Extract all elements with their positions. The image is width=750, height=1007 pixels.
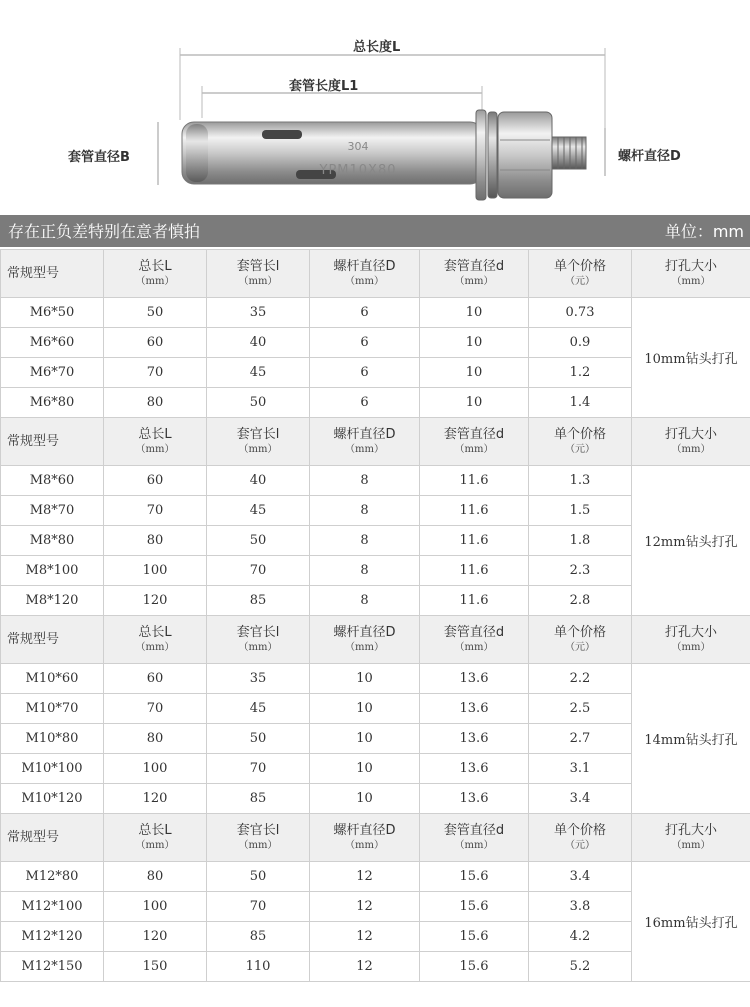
header-sleeve-length xyxy=(207,814,310,862)
cell-unit-price: 3.8 xyxy=(529,892,632,922)
header-total-length xyxy=(104,418,207,466)
header-rod-diameter xyxy=(310,616,420,664)
table-header-row xyxy=(1,250,750,298)
cell-model: M8*80 xyxy=(1,526,104,556)
cell-unit-price: 1.3 xyxy=(529,466,632,496)
header-label: 螺杆直径D xyxy=(333,258,396,274)
header-drill-size xyxy=(632,418,750,466)
cell-sleeve-length: 50 xyxy=(207,388,310,418)
header-unit: （mm） xyxy=(135,839,175,851)
cell-model: M12*150 xyxy=(1,952,104,982)
header-unit-price xyxy=(529,250,632,298)
header-model xyxy=(1,418,104,466)
cell-sleeve-length: 70 xyxy=(207,892,310,922)
header-unit: （mm） xyxy=(238,641,278,653)
cell-unit-price: 0.9 xyxy=(529,328,632,358)
cell-sleeve-diameter: 11.6 xyxy=(420,526,529,556)
header-unit: （mm） xyxy=(135,641,175,653)
cell-rod-diameter: 10 xyxy=(310,754,420,784)
header-label: 套官长l xyxy=(236,426,280,442)
header-unit: （mm） xyxy=(135,275,175,287)
header-unit: （mm） xyxy=(671,443,711,455)
cell-total-length: 120 xyxy=(104,784,207,814)
cell-unit-price: 2.5 xyxy=(529,694,632,724)
header-label: 螺杆直径D xyxy=(333,624,396,640)
header-label: 单个价格 xyxy=(553,822,606,838)
header-sleeve-diameter xyxy=(420,616,529,664)
header-label: 常规型号 xyxy=(7,830,60,845)
cell-rod-diameter: 6 xyxy=(310,358,420,388)
cell-rod-diameter: 10 xyxy=(310,784,420,814)
cell-rod-diameter: 8 xyxy=(310,496,420,526)
header-label: 套管直径d xyxy=(443,258,505,274)
header-label: 常规型号 xyxy=(7,434,60,449)
cell-sleeve-length: 45 xyxy=(207,496,310,526)
header-unit: （元） xyxy=(565,275,595,287)
tolerance-note: 存在正负差特别在意者慎拍 xyxy=(8,222,201,241)
cell-total-length: 120 xyxy=(104,586,207,616)
header-label: 常规型号 xyxy=(7,266,60,281)
cell-rod-diameter: 12 xyxy=(310,922,420,952)
cell-sleeve-diameter: 15.6 xyxy=(420,892,529,922)
cell-unit-price: 4.2 xyxy=(529,922,632,952)
cell-sleeve-diameter: 15.6 xyxy=(420,922,529,952)
cell-sleeve-length: 70 xyxy=(207,754,310,784)
header-label: 套管长l xyxy=(236,258,280,274)
cell-unit-price: 3.4 xyxy=(529,784,632,814)
header-label: 套官长l xyxy=(236,822,280,838)
table-header-row xyxy=(1,616,750,664)
cell-sleeve-diameter: 10 xyxy=(420,388,529,418)
cell-sleeve-length: 45 xyxy=(207,694,310,724)
cell-unit-price: 5.2 xyxy=(529,952,632,982)
cell-rod-diameter: 12 xyxy=(310,952,420,982)
cell-unit-price: 1.4 xyxy=(529,388,632,418)
cell-total-length: 60 xyxy=(104,328,207,358)
cell-sleeve-diameter: 10 xyxy=(420,298,529,328)
header-label: 打孔大小 xyxy=(664,822,717,838)
cell-model: M6*70 xyxy=(1,358,104,388)
table-row xyxy=(1,466,750,496)
header-unit: （mm） xyxy=(345,443,384,455)
cell-rod-diameter: 12 xyxy=(310,862,420,892)
header-drill-size xyxy=(632,814,750,862)
unit-label: 单位：mm xyxy=(664,222,744,241)
cell-model: M8*70 xyxy=(1,496,104,526)
cell-sleeve-diameter: 10 xyxy=(420,328,529,358)
header-label: 总长L xyxy=(138,822,172,838)
cell-total-length: 70 xyxy=(104,358,207,388)
header-label: 套官长l xyxy=(236,624,280,640)
header-unit: （mm） xyxy=(238,443,278,455)
header-rod-diameter xyxy=(310,814,420,862)
header-model xyxy=(1,814,104,862)
header-unit: （mm） xyxy=(345,641,384,653)
cell-rod-diameter: 6 xyxy=(310,298,420,328)
total-length-label: 总长度L xyxy=(353,40,401,55)
cell-total-length: 60 xyxy=(104,664,207,694)
washer-shape xyxy=(476,110,486,200)
cell-sleeve-length: 35 xyxy=(207,664,310,694)
table-row xyxy=(1,664,750,694)
cell-unit-price: 0.73 xyxy=(529,298,632,328)
rod-diameter-label: 螺杆直径D xyxy=(618,149,681,164)
header-rod-diameter xyxy=(310,418,420,466)
header-unit: （mm） xyxy=(238,275,278,287)
header-unit-price xyxy=(529,418,632,466)
cell-total-length: 100 xyxy=(104,556,207,586)
sleeve-length-label: 套管长度L1 xyxy=(289,79,359,94)
cell-total-length: 80 xyxy=(104,862,207,892)
cell-model: M12*120 xyxy=(1,922,104,952)
cell-total-length: 100 xyxy=(104,892,207,922)
cell-model: M10*60 xyxy=(1,664,104,694)
cell-unit-price: 1.2 xyxy=(529,358,632,388)
table-header-row xyxy=(1,418,750,466)
header-unit: （mm） xyxy=(671,641,711,653)
header-label: 常规型号 xyxy=(7,632,60,647)
header-unit: （mm） xyxy=(454,839,494,851)
spec-table xyxy=(0,249,750,982)
cell-sleeve-length: 85 xyxy=(207,586,310,616)
cell-total-length: 70 xyxy=(104,496,207,526)
cell-model: M8*100 xyxy=(1,556,104,586)
cell-model: M10*70 xyxy=(1,694,104,724)
table-row xyxy=(1,862,750,892)
cell-total-length: 80 xyxy=(104,526,207,556)
cell-drill-size: 12mm钻头打孔 xyxy=(632,466,750,616)
cell-rod-diameter: 12 xyxy=(310,892,420,922)
header-unit: （元） xyxy=(565,839,595,851)
cell-sleeve-length: 35 xyxy=(207,298,310,328)
header-unit: （mm） xyxy=(238,839,278,851)
cell-sleeve-diameter: 15.6 xyxy=(420,952,529,982)
cell-sleeve-length: 50 xyxy=(207,724,310,754)
header-rod-diameter xyxy=(310,250,420,298)
cell-model: M6*60 xyxy=(1,328,104,358)
product-diagram xyxy=(0,0,750,215)
cell-sleeve-diameter: 13.6 xyxy=(420,664,529,694)
header-unit: （mm） xyxy=(345,839,384,851)
cell-rod-diameter: 8 xyxy=(310,466,420,496)
header-model xyxy=(1,250,104,298)
cell-sleeve-diameter: 11.6 xyxy=(420,556,529,586)
expansion-bolt-illustration xyxy=(0,0,750,215)
header-unit: （mm） xyxy=(454,641,494,653)
cell-sleeve-length: 85 xyxy=(207,922,310,952)
cell-sleeve-diameter: 13.6 xyxy=(420,694,529,724)
cell-drill-size: 14mm钻头打孔 xyxy=(632,664,750,814)
header-unit: （mm） xyxy=(345,275,384,287)
cell-model: M8*60 xyxy=(1,466,104,496)
cell-sleeve-diameter: 13.6 xyxy=(420,784,529,814)
header-total-length xyxy=(104,616,207,664)
cell-unit-price: 1.5 xyxy=(529,496,632,526)
cell-sleeve-diameter: 10 xyxy=(420,358,529,388)
header-label: 总长L xyxy=(138,426,172,442)
header-drill-size xyxy=(632,250,750,298)
cell-sleeve-diameter: 11.6 xyxy=(420,466,529,496)
cell-model: M10*80 xyxy=(1,724,104,754)
header-label: 螺杆直径D xyxy=(333,426,396,442)
cell-sleeve-length: 40 xyxy=(207,466,310,496)
cell-sleeve-diameter: 15.6 xyxy=(420,862,529,892)
header-label: 总长L xyxy=(138,258,172,274)
engraving-bottom: YPM10X80 xyxy=(319,163,397,178)
header-unit: （元） xyxy=(565,443,595,455)
header-label: 套管直径d xyxy=(443,624,505,640)
header-unit: （mm） xyxy=(671,839,711,851)
header-label: 打孔大小 xyxy=(664,258,717,274)
cell-unit-price: 2.8 xyxy=(529,586,632,616)
cell-total-length: 150 xyxy=(104,952,207,982)
cell-rod-diameter: 10 xyxy=(310,664,420,694)
cell-total-length: 50 xyxy=(104,298,207,328)
cell-unit-price: 3.1 xyxy=(529,754,632,784)
cell-sleeve-diameter: 11.6 xyxy=(420,496,529,526)
cell-sleeve-length: 110 xyxy=(207,952,310,982)
cell-sleeve-diameter: 11.6 xyxy=(420,586,529,616)
header-sleeve-diameter xyxy=(420,250,529,298)
cell-drill-size: 10mm钻头打孔 xyxy=(632,298,750,418)
engraving-top: 304 xyxy=(347,140,369,153)
cell-total-length: 60 xyxy=(104,466,207,496)
threaded-rod-shape xyxy=(552,137,586,169)
notice-banner xyxy=(0,215,750,247)
cell-sleeve-length: 50 xyxy=(207,862,310,892)
cell-unit-price: 1.8 xyxy=(529,526,632,556)
header-total-length xyxy=(104,250,207,298)
header-unit: （mm） xyxy=(135,443,175,455)
cell-model: M10*100 xyxy=(1,754,104,784)
cell-drill-size: 16mm钻头打孔 xyxy=(632,862,750,982)
header-model xyxy=(1,616,104,664)
cell-total-length: 70 xyxy=(104,694,207,724)
header-unit: （元） xyxy=(565,641,595,653)
cell-rod-diameter: 6 xyxy=(310,328,420,358)
cell-rod-diameter: 8 xyxy=(310,586,420,616)
header-sleeve-length xyxy=(207,250,310,298)
cell-model: M12*80 xyxy=(1,862,104,892)
cell-sleeve-length: 70 xyxy=(207,556,310,586)
cell-model: M10*120 xyxy=(1,784,104,814)
cell-model: M6*50 xyxy=(1,298,104,328)
header-label: 单个价格 xyxy=(553,258,606,274)
header-label: 套管直径d xyxy=(443,426,505,442)
table-row xyxy=(1,298,750,328)
cell-unit-price: 2.2 xyxy=(529,664,632,694)
cell-unit-price: 2.3 xyxy=(529,556,632,586)
cell-total-length: 100 xyxy=(104,754,207,784)
cell-rod-diameter: 10 xyxy=(310,694,420,724)
cell-unit-price: 3.4 xyxy=(529,862,632,892)
cell-rod-diameter: 8 xyxy=(310,556,420,586)
header-unit-price xyxy=(529,616,632,664)
header-unit-price xyxy=(529,814,632,862)
cell-model: M8*120 xyxy=(1,586,104,616)
header-label: 套管直径d xyxy=(443,822,505,838)
cell-rod-diameter: 10 xyxy=(310,724,420,754)
header-sleeve-length xyxy=(207,418,310,466)
cell-model: M6*80 xyxy=(1,388,104,418)
header-total-length xyxy=(104,814,207,862)
cell-sleeve-length: 85 xyxy=(207,784,310,814)
cell-total-length: 80 xyxy=(104,388,207,418)
cell-sleeve-length: 40 xyxy=(207,328,310,358)
header-label: 打孔大小 xyxy=(664,426,717,442)
header-unit: （mm） xyxy=(671,275,711,287)
header-label: 打孔大小 xyxy=(664,624,717,640)
header-label: 螺杆直径D xyxy=(333,822,396,838)
nut-shape xyxy=(498,112,552,198)
cell-total-length: 120 xyxy=(104,922,207,952)
cell-rod-diameter: 6 xyxy=(310,388,420,418)
header-label: 总长L xyxy=(138,624,172,640)
table-header-row xyxy=(1,814,750,862)
cell-unit-price: 2.7 xyxy=(529,724,632,754)
cell-sleeve-diameter: 13.6 xyxy=(420,754,529,784)
header-label: 单个价格 xyxy=(553,426,606,442)
cell-sleeve-diameter: 13.6 xyxy=(420,724,529,754)
header-sleeve-diameter xyxy=(420,418,529,466)
header-sleeve-length xyxy=(207,616,310,664)
cell-rod-diameter: 8 xyxy=(310,526,420,556)
cell-total-length: 80 xyxy=(104,724,207,754)
sleeve-diameter-label: 套管直径B xyxy=(68,150,130,165)
cell-sleeve-length: 45 xyxy=(207,358,310,388)
header-drill-size xyxy=(632,616,750,664)
header-label: 单个价格 xyxy=(553,624,606,640)
cell-sleeve-length: 50 xyxy=(207,526,310,556)
cell-model: M12*100 xyxy=(1,892,104,922)
header-unit: （mm） xyxy=(454,443,494,455)
header-sleeve-diameter xyxy=(420,814,529,862)
header-unit: （mm） xyxy=(454,275,494,287)
